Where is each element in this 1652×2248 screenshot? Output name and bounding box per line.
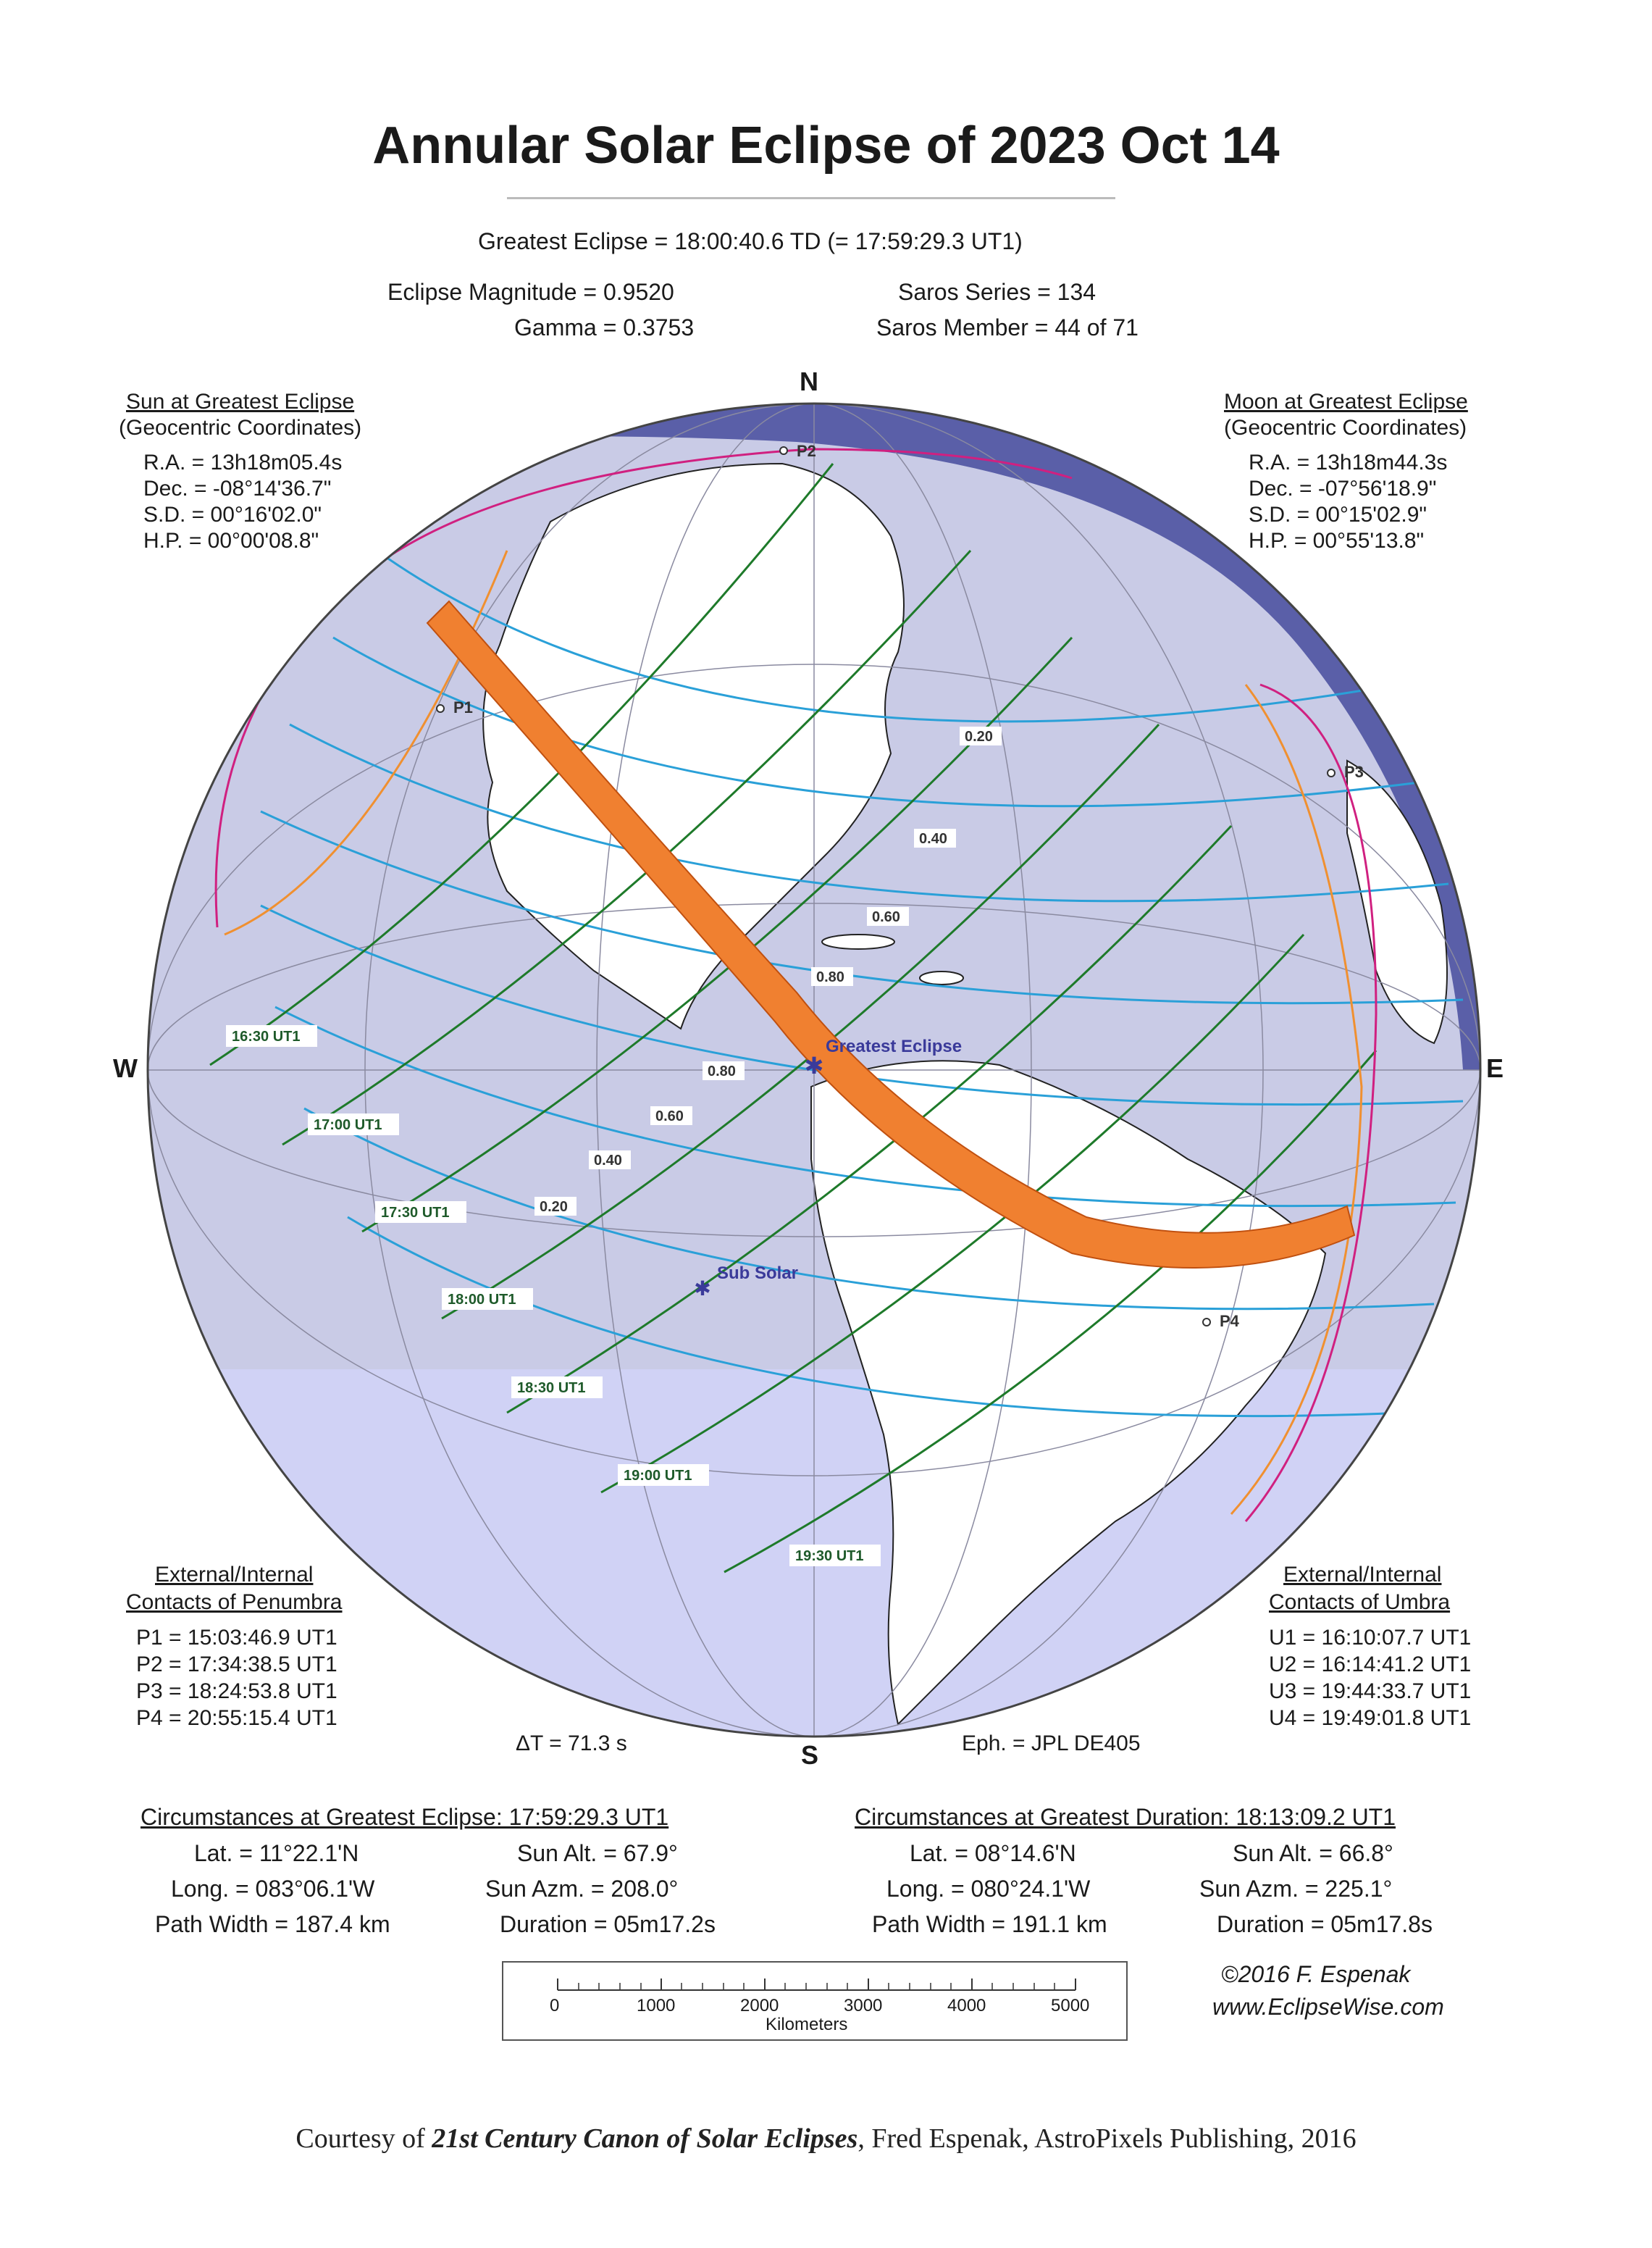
umbra-u2: U2 = 16:14:41.2 UT1: [1269, 1652, 1472, 1676]
sun-dec: Dec. = -08°14'36.7": [143, 477, 332, 501]
greatest-eclipse-label: Greatest Eclipse: [826, 1037, 963, 1056]
duration-circ-width: Path Width = 191.1 km: [872, 1911, 1107, 1937]
duration-circ-heading: Circumstances at Greatest Duration: 18:13:09.2 UT1: [855, 1804, 1396, 1830]
credit-prefix: Courtesy of: [295, 2123, 432, 2154]
time-label: 17:00 UT1: [314, 1117, 382, 1133]
p2-label: P2: [797, 442, 816, 460]
p4-label: P4: [1220, 1312, 1239, 1330]
greatest-circ-duration: Duration = 05m17.2s: [500, 1911, 716, 1937]
time-label: 18:30 UT1: [517, 1380, 586, 1396]
caribbean-island: [920, 972, 963, 985]
greatest-eclipse-star-icon: ✱: [804, 1053, 824, 1079]
greatest-circ-alt: Sun Alt. = 67.9°: [517, 1840, 678, 1866]
scale-tick-label: 0: [550, 1996, 560, 2015]
sun-ra: R.A. = 13h18m05.4s: [143, 451, 343, 475]
sub-solar-star-icon: ✱: [694, 1277, 711, 1300]
distance-scale: [502, 1961, 1128, 2041]
sun-subheading: (Geocentric Coordinates): [119, 416, 362, 440]
penumbra-p4: P4 = 20:55:15.4 UT1: [136, 1706, 337, 1730]
p2-point: [780, 447, 787, 454]
gamma-value: Gamma = 0.3753: [514, 314, 695, 340]
delta-t: ΔT = 71.3 s: [516, 1731, 627, 1755]
sub-solar-label: Sub Solar: [717, 1263, 799, 1283]
eclipse-magnitude: Eclipse Magnitude = 0.9520: [387, 279, 674, 305]
p3-label: P3: [1344, 763, 1364, 781]
compass-north: N: [800, 367, 818, 396]
umbra-heading-2: Contacts of Umbra: [1269, 1590, 1451, 1614]
mag-label: 0.80: [708, 1064, 736, 1079]
penumbra-heading-2: Contacts of Penumbra: [126, 1590, 343, 1614]
credit-suffix: , Fred Espenak, AstroPixels Publishing, 2016: [858, 2123, 1357, 2154]
scale-tick-label: 5000: [1051, 1996, 1090, 2015]
mag-label: 0.40: [594, 1153, 622, 1169]
penumbra-p1: P1 = 15:03:46.9 UT1: [136, 1626, 337, 1650]
mag-label: 0.60: [655, 1108, 684, 1124]
sun-hp: H.P. = 00°00'08.8": [143, 529, 319, 553]
duration-circ-long: Long. = 080°24.1'W: [886, 1876, 1091, 1902]
page-title: Annular Solar Eclipse of 2023 Oct 14: [372, 117, 1280, 175]
greatest-circ-long: Long. = 083°06.1'W: [171, 1876, 375, 1902]
compass-west: W: [113, 1053, 138, 1083]
penumbra-p2: P2 = 17:34:38.5 UT1: [136, 1652, 337, 1676]
greatest-circ-heading: Circumstances at Greatest Eclipse: 17:59:29.3 UT1: [141, 1804, 669, 1830]
duration-circ-alt: Sun Alt. = 66.8°: [1233, 1840, 1393, 1866]
moon-hp: H.P. = 00°55'13.8": [1249, 529, 1425, 553]
compass-east: E: [1486, 1053, 1504, 1083]
caribbean-island: [822, 935, 894, 949]
source-credit: [0, 2123, 1652, 2155]
mag-label: 0.80: [816, 969, 844, 985]
sun-sd: S.D. = 00°16'02.0": [143, 503, 322, 527]
duration-circ-lat: Lat. = 08°14.6'N: [910, 1840, 1076, 1866]
moon-subheading: (Geocentric Coordinates): [1224, 416, 1467, 440]
scale-tick-label: 3000: [844, 1996, 883, 2015]
umbra-heading-1: External/Internal: [1283, 1563, 1442, 1587]
p3-point: [1328, 769, 1335, 777]
moon-dec: Dec. = -07°56'18.9": [1249, 477, 1437, 501]
greatest-circ-azm: Sun Azm. = 208.0°: [485, 1876, 679, 1902]
p4-point: [1203, 1319, 1210, 1326]
credit-book-title: 21st Century Canon of Solar Eclipses: [432, 2123, 858, 2154]
mag-label: 0.20: [540, 1199, 568, 1215]
website: www.EclipseWise.com: [1212, 1994, 1444, 2020]
moon-sd: S.D. = 00°15'02.9": [1249, 503, 1427, 527]
greatest-eclipse-time: Greatest Eclipse = 18:00:40.6 TD (= 17:59:29.3 UT1): [478, 228, 1023, 254]
p1-label: P1: [453, 698, 473, 716]
mag-label: 0.40: [919, 831, 947, 847]
moon-ra: R.A. = 13h18m44.3s: [1249, 451, 1448, 475]
saros-series: Saros Series = 134: [898, 279, 1097, 305]
compass-south: S: [801, 1740, 819, 1770]
duration-circ-duration: Duration = 05m17.8s: [1217, 1911, 1433, 1937]
scale-unit: Kilometers: [766, 2015, 848, 2034]
scale-tick-label: 1000: [637, 1996, 676, 2015]
mag-label: 0.20: [965, 729, 993, 745]
umbra-u1: U1 = 16:10:07.7 UT1: [1269, 1626, 1472, 1650]
saros-member: Saros Member = 44 of 71: [876, 314, 1139, 340]
time-label: 19:00 UT1: [624, 1468, 692, 1484]
time-label: 16:30 UT1: [232, 1029, 301, 1045]
p1-point: [437, 705, 444, 712]
moon-heading: Moon at Greatest Eclipse: [1224, 390, 1468, 414]
copyright: ©2016 F. Espenak: [1221, 1961, 1411, 1987]
sun-heading: Sun at Greatest Eclipse: [126, 390, 355, 414]
greatest-circ-width: Path Width = 187.4 km: [155, 1911, 390, 1937]
scale-tick-label: 2000: [740, 1996, 779, 2015]
penumbra-p3: P3 = 18:24:53.8 UT1: [136, 1679, 337, 1703]
time-label: 17:30 UT1: [381, 1205, 450, 1221]
penumbra-heading-1: External/Internal: [155, 1563, 314, 1587]
greatest-circ-lat: Lat. = 11°22.1'N: [194, 1840, 359, 1866]
scale-tick-label: 4000: [947, 1996, 986, 2015]
ephemeris: Eph. = JPL DE405: [962, 1731, 1141, 1755]
time-label: 19:30 UT1: [795, 1548, 864, 1564]
mag-label: 0.60: [872, 909, 900, 925]
duration-circ-azm: Sun Azm. = 225.1°: [1199, 1876, 1393, 1902]
time-label: 18:00 UT1: [448, 1292, 516, 1308]
umbra-u3: U3 = 19:44:33.7 UT1: [1269, 1679, 1472, 1703]
umbra-u4: U4 = 19:49:01.8 UT1: [1269, 1706, 1472, 1730]
